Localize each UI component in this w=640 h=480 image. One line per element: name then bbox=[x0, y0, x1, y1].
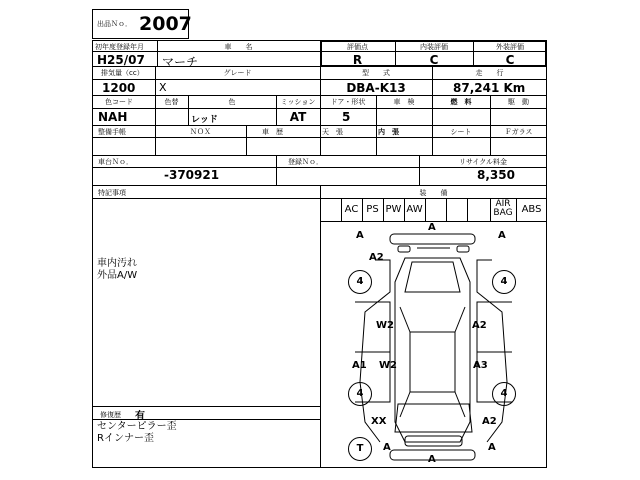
mark-rear-left: XX bbox=[371, 416, 387, 427]
first-reg-value: H25/07 bbox=[97, 53, 145, 67]
chassis-no-label: 車台Ｎｏ． bbox=[98, 158, 133, 166]
reg-no-label: 登録Ｎｏ． bbox=[288, 158, 323, 166]
grade-label: グレード bbox=[223, 69, 252, 77]
transmission-value: AT bbox=[289, 110, 307, 124]
grade-value: X bbox=[159, 81, 167, 94]
drive-label: 駆 動 bbox=[508, 98, 529, 106]
door-shape-label: ドア・形状 bbox=[330, 98, 366, 106]
score-label: 評価点 bbox=[347, 43, 368, 51]
mark-door-right: A3 bbox=[473, 360, 488, 371]
tire-front-left: 4 bbox=[348, 270, 372, 294]
color-change-label: 色替 bbox=[164, 98, 179, 106]
interior-score-label: 内装評価 bbox=[420, 43, 448, 51]
mark-front-left: A bbox=[356, 230, 364, 241]
equip-aw: AW bbox=[406, 204, 423, 215]
mark-fender-right: A2 bbox=[472, 320, 487, 331]
repair-note-item: Rインナー歪 bbox=[97, 433, 154, 444]
lot-label: 出品Ｎｏ． bbox=[97, 20, 132, 28]
transmission-label: ミッション bbox=[280, 98, 316, 106]
car-name-value: マーチ bbox=[162, 55, 199, 69]
mark-rear-right: A2 bbox=[482, 416, 497, 427]
repair-history-value: 有 bbox=[135, 411, 145, 422]
lot-number: 2007 bbox=[139, 13, 192, 35]
equip-ps: PS bbox=[366, 204, 379, 215]
color-code-value: NAH bbox=[98, 110, 128, 124]
displacement-label: 排気量（cc） bbox=[101, 69, 144, 77]
model-type-label: 型 式 bbox=[362, 69, 390, 77]
notes-list bbox=[97, 258, 137, 282]
repair-note-item: センターピラー歪 bbox=[97, 421, 177, 432]
color-value: レッド bbox=[191, 115, 218, 125]
displacement-value: 1200 bbox=[102, 81, 136, 95]
model-type-value: DBA-K13 bbox=[346, 81, 406, 95]
mark-front-right: A bbox=[498, 230, 506, 241]
nox-label: ＮＯＸ bbox=[190, 128, 211, 136]
note-item: 外品A/W bbox=[97, 270, 138, 281]
first-reg-label: 初年度登録年月 bbox=[95, 43, 144, 51]
f-glass-label: Ｆガラス bbox=[504, 128, 533, 136]
color-code-label: 色コード bbox=[105, 98, 133, 106]
exterior-score-value: C bbox=[505, 53, 515, 67]
mark-bottom-right: A bbox=[488, 442, 496, 453]
spare-tire: T bbox=[348, 437, 372, 461]
mark-hood: A2 bbox=[369, 252, 384, 263]
equip-abs: ABS bbox=[521, 204, 542, 215]
tire-front-right: 4 bbox=[492, 270, 516, 294]
mark-pillar-left: A1 bbox=[352, 360, 367, 371]
notes-label: 特記事項 bbox=[98, 189, 126, 197]
lot-number-box bbox=[92, 9, 192, 39]
inspection-label: 車 検 bbox=[393, 98, 415, 106]
chassis-no-value: -370921 bbox=[164, 168, 220, 182]
repair-notes-list bbox=[97, 421, 177, 445]
mileage-value: 87,241 Km bbox=[453, 81, 526, 95]
mark-front-top: A bbox=[428, 222, 436, 233]
recycle-fee-value: 8,350 bbox=[477, 168, 515, 182]
equip-ac: AC bbox=[344, 204, 359, 215]
color-label: 色 bbox=[228, 98, 236, 106]
mark-bottom-left: A bbox=[383, 442, 391, 453]
mark-door-left: W2 bbox=[379, 360, 397, 371]
fuel-label: 燃 料 bbox=[450, 98, 472, 106]
score-value: R bbox=[352, 53, 363, 67]
equipment-label: 装 備 bbox=[419, 189, 448, 197]
repair-history-label: 修復歴 bbox=[100, 411, 121, 419]
history-label: 車 歴 bbox=[262, 128, 283, 136]
interior-score-value: C bbox=[429, 53, 439, 67]
interior-cover-label: 内 張 bbox=[378, 128, 399, 136]
mark-bottom-center: A bbox=[428, 454, 436, 465]
exterior-score-label: 外装評価 bbox=[496, 43, 524, 51]
recycle-fee-label: リサイクル料金 bbox=[458, 158, 508, 166]
note-item: 車内汚れ bbox=[97, 258, 137, 269]
equip-airbag: AIR BAG bbox=[493, 199, 513, 218]
tire-rear-left: 4 bbox=[348, 382, 372, 406]
car-name-label: 車 名 bbox=[224, 43, 253, 51]
seat-label: シート bbox=[450, 128, 472, 136]
roof-label: 天 張 bbox=[322, 128, 343, 136]
car-condition-diagram bbox=[320, 222, 547, 468]
mileage-label: 走 行 bbox=[475, 69, 504, 77]
equip-pw: PW bbox=[385, 204, 402, 215]
mark-fender-left: W2 bbox=[376, 320, 394, 331]
manual-label: 整備手帳 bbox=[98, 128, 126, 136]
door-shape-value: 5 bbox=[342, 110, 351, 124]
tire-rear-right: 4 bbox=[492, 382, 516, 406]
